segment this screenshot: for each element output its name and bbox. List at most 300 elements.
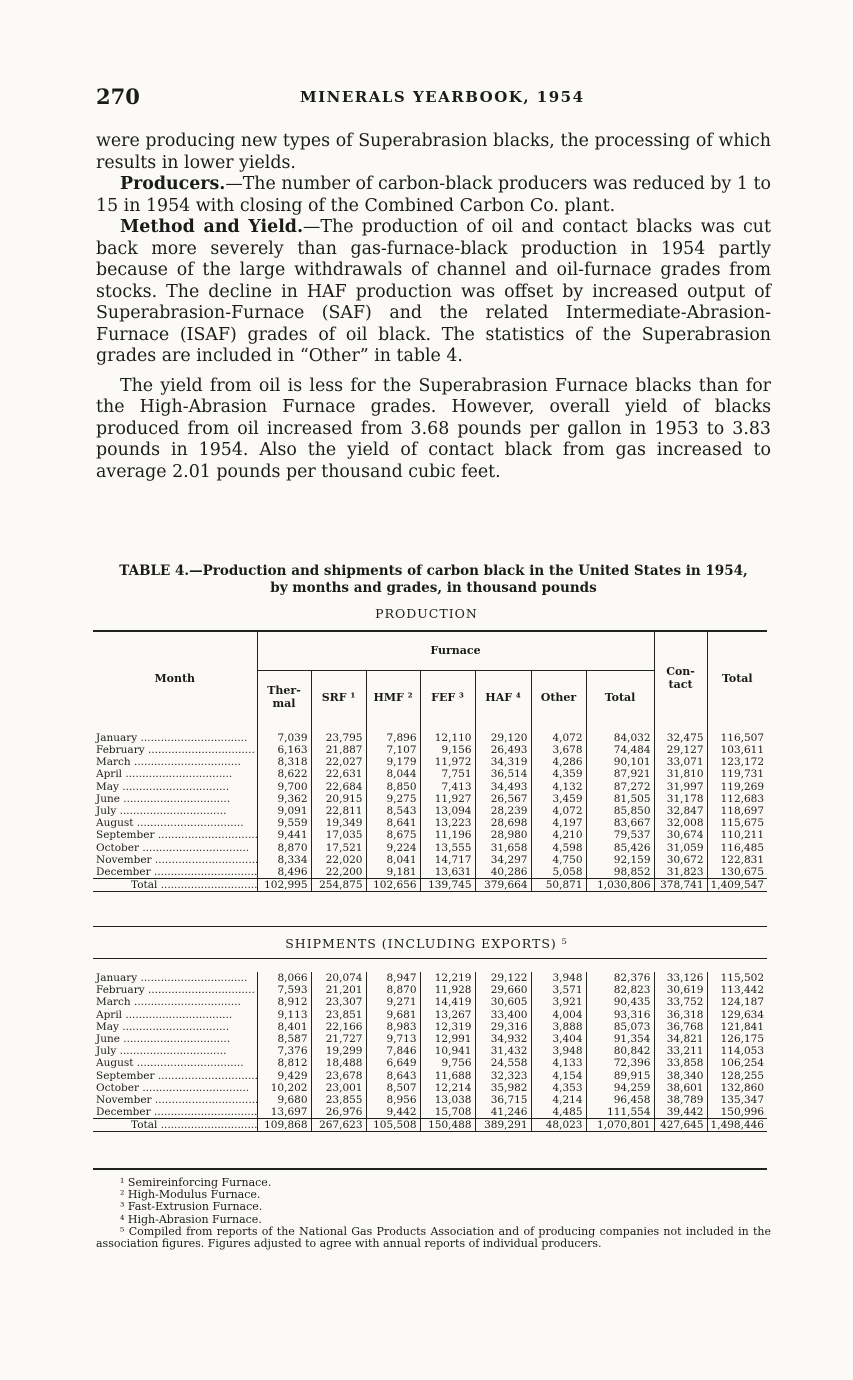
production-cell-other: 4,072	[531, 805, 586, 817]
shipment-cell-contact: 36,318	[654, 1009, 707, 1021]
footnote-5: ⁵ Compiled from reports of the National Gas Products Association and of producing companies not included in the association figures. Figures adjusted to agree with annual reports of individual producers.	[96, 1224, 771, 1251]
shipment-cell-other: 4,485	[531, 1106, 586, 1119]
production-cell-thermal: 9,091	[257, 805, 311, 817]
production-total-row	[93, 878, 767, 891]
production-cell-hmf: 8,850	[366, 781, 420, 793]
shipment-row	[93, 1009, 767, 1021]
production-row	[93, 866, 767, 879]
production-cell-month: August .....	[93, 817, 257, 829]
production-cell-fef: 9,156	[420, 744, 475, 756]
caption-line-2: by months and grades, in thousand pounds	[270, 580, 597, 596]
production-cell-srf: 20,915	[311, 793, 366, 805]
production-cell-fef: 13,631	[420, 866, 475, 879]
production-cell-contact: 31,810	[654, 768, 707, 780]
shipment-cell-fef: 11,688	[420, 1070, 475, 1082]
col-contact: Con-tact	[654, 632, 707, 724]
shipment-cell-hmf: 8,983	[366, 1021, 420, 1033]
running-header: MINERALS YEARBOOK, 1954	[300, 88, 585, 106]
production-cell-contact: 33,071	[654, 756, 707, 768]
production-cell-hmf: 7,107	[366, 744, 420, 756]
method-text: —The production of oil and contact blacks was cut back more severely than gas-furnace-black production in 1954 partly because of the large withdrawals of channel and oil-furnace grades from stocks. The decline in HAF production was offset by increased output of Superabrasion-Furnace (SAF) and the related Intermediate-Abrasion-Furnace (ISAF) grades of oil black. The statistics of the Superabrasion grades are included in “Other” in table 4.	[96, 217, 771, 366]
footnote-1: ¹ Semireinforcing Furnace.	[120, 1176, 272, 1189]
production-cell-grand-total: 116,485	[707, 842, 767, 854]
production-row	[93, 805, 767, 817]
production-total-month: Total .....	[93, 878, 257, 891]
production-cell-fef: 11,927	[420, 793, 475, 805]
shipment-total-haf: 389,291	[475, 1119, 531, 1132]
shipment-cell-haf: 29,660	[475, 984, 531, 996]
production-cell-month: May .....	[93, 781, 257, 793]
shipment-cell-furnace-total: 80,842	[586, 1045, 654, 1057]
paragraph-method	[96, 217, 771, 368]
production-cell-srf: 22,200	[311, 866, 366, 879]
production-bottom-rule	[93, 926, 767, 927]
shipment-cell-fef: 10,941	[420, 1045, 475, 1057]
shipment-cell-haf: 32,323	[475, 1070, 531, 1082]
production-cell-contact: 31,997	[654, 781, 707, 793]
production-cell-fef: 11,972	[420, 756, 475, 768]
shipment-cell-furnace-total: 82,823	[586, 984, 654, 996]
production-total-furnace-total: 1,030,806	[586, 878, 654, 891]
production-cell-furnace-total: 98,852	[586, 866, 654, 879]
shipment-total-month: Total .....	[93, 1119, 257, 1132]
shipment-cell-contact: 34,821	[654, 1033, 707, 1045]
shipment-cell-haf: 30,605	[475, 996, 531, 1008]
production-cell-haf: 28,239	[475, 805, 531, 817]
production-cell-month: July .....	[93, 805, 257, 817]
production-cell-contact: 30,672	[654, 854, 707, 866]
production-cell-grand-total: 110,211	[707, 829, 767, 841]
shipment-cell-fef: 15,708	[420, 1106, 475, 1119]
shipment-cell-hmf: 8,643	[366, 1070, 420, 1082]
caption-line-1: TABLE 4.—Production and shipments of carbon black in the United States in 1954,	[119, 563, 748, 579]
shipment-cell-furnace-total: 89,915	[586, 1070, 654, 1082]
shipment-cell-grand-total: 150,996	[707, 1106, 767, 1119]
shipment-cell-srf: 21,201	[311, 984, 366, 996]
production-row	[93, 744, 767, 756]
shipment-cell-other: 4,154	[531, 1070, 586, 1082]
paragraph-1: were producing new types of Superabrasion blacks, the processing of which results in lower yields.	[96, 131, 771, 173]
production-row	[93, 854, 767, 866]
shipment-cell-thermal: 8,066	[257, 972, 311, 984]
shipment-cell-srf: 22,166	[311, 1021, 366, 1033]
shipment-cell-furnace-total: 72,396	[586, 1057, 654, 1069]
shipment-cell-fef: 12,219	[420, 972, 475, 984]
shipment-cell-month: May .....	[93, 1021, 257, 1033]
shipment-cell-thermal: 9,113	[257, 1009, 311, 1021]
production-cell-thermal: 9,441	[257, 829, 311, 841]
shipment-total-thermal: 109,868	[257, 1119, 311, 1132]
shipment-cell-haf: 35,982	[475, 1082, 531, 1094]
shipment-cell-hmf: 9,713	[366, 1033, 420, 1045]
shipment-total-row	[93, 1119, 767, 1132]
shipment-cell-other: 3,921	[531, 996, 586, 1008]
shipments-top-rule	[93, 958, 767, 959]
production-cell-haf: 28,698	[475, 817, 531, 829]
shipments-table	[93, 972, 767, 1132]
shipment-cell-other: 3,948	[531, 972, 586, 984]
production-cell-fef: 12,110	[420, 724, 475, 744]
production-row	[93, 781, 767, 793]
production-cell-thermal: 9,559	[257, 817, 311, 829]
shipment-cell-hmf: 9,271	[366, 996, 420, 1008]
shipment-cell-grand-total: 126,175	[707, 1033, 767, 1045]
paragraph-producers	[96, 174, 771, 217]
production-row	[93, 768, 767, 780]
shipment-cell-month: August .....	[93, 1057, 257, 1069]
production-cell-srf: 22,027	[311, 756, 366, 768]
shipment-cell-grand-total: 121,841	[707, 1021, 767, 1033]
shipment-cell-furnace-total: 85,073	[586, 1021, 654, 1033]
production-cell-other: 4,598	[531, 842, 586, 854]
col-srf: SRF ¹	[311, 670, 366, 724]
production-cell-contact: 29,127	[654, 744, 707, 756]
shipment-cell-thermal: 7,593	[257, 984, 311, 996]
shipment-total-hmf: 105,508	[366, 1119, 420, 1132]
shipment-cell-month: July .....	[93, 1045, 257, 1057]
production-row	[93, 793, 767, 805]
shipment-row	[93, 984, 767, 996]
production-cell-month: January .....	[93, 724, 257, 744]
shipment-total-fef: 150,488	[420, 1119, 475, 1132]
production-cell-thermal: 9,362	[257, 793, 311, 805]
production-cell-srf: 17,521	[311, 842, 366, 854]
production-cell-contact: 32,475	[654, 724, 707, 744]
production-cell-haf: 36,514	[475, 768, 531, 780]
shipment-row	[93, 1021, 767, 1033]
shipment-cell-furnace-total: 90,435	[586, 996, 654, 1008]
production-cell-hmf: 8,675	[366, 829, 420, 841]
production-cell-grand-total: 118,697	[707, 805, 767, 817]
shipment-cell-grand-total: 106,254	[707, 1057, 767, 1069]
production-cell-other: 4,750	[531, 854, 586, 866]
production-cell-fef: 14,717	[420, 854, 475, 866]
shipment-cell-fef: 12,214	[420, 1082, 475, 1094]
shipment-cell-haf: 41,246	[475, 1106, 531, 1119]
shipment-total-other: 48,023	[531, 1119, 586, 1132]
production-cell-furnace-total: 79,537	[586, 829, 654, 841]
shipment-cell-thermal: 9,429	[257, 1070, 311, 1082]
production-cell-contact: 32,008	[654, 817, 707, 829]
shipment-cell-other: 3,888	[531, 1021, 586, 1033]
production-total-other: 50,871	[531, 878, 586, 891]
col-haf: HAF ⁴	[475, 670, 531, 724]
shipment-cell-thermal: 8,587	[257, 1033, 311, 1045]
production-cell-other: 5,058	[531, 866, 586, 879]
footnote-2: ² High-Modulus Furnace.	[120, 1188, 261, 1202]
production-total-fef: 139,745	[420, 878, 475, 891]
shipment-cell-grand-total: 128,255	[707, 1070, 767, 1082]
shipment-cell-fef: 13,038	[420, 1094, 475, 1106]
production-cell-hmf: 8,641	[366, 817, 420, 829]
footnotes	[96, 1177, 771, 1250]
shipment-cell-grand-total: 129,634	[707, 1009, 767, 1021]
shipment-cell-haf: 31,432	[475, 1045, 531, 1057]
production-cell-srf: 21,887	[311, 744, 366, 756]
production-cell-other: 4,286	[531, 756, 586, 768]
production-cell-other: 4,132	[531, 781, 586, 793]
col-fef: FEF ³	[420, 670, 475, 724]
shipment-cell-grand-total: 113,442	[707, 984, 767, 996]
production-cell-thermal: 7,039	[257, 724, 311, 744]
shipment-cell-srf: 23,855	[311, 1094, 366, 1106]
shipment-row	[93, 1033, 767, 1045]
shipment-total-furnace-total: 1,070,801	[586, 1119, 654, 1132]
production-cell-other: 3,678	[531, 744, 586, 756]
production-total-srf: 254,875	[311, 878, 366, 891]
production-cell-haf: 34,297	[475, 854, 531, 866]
producers-text: —The number of carbon-black producers was reduced by 1 to 15 in 1954 with closing of the Combined Carbon Co. plant.	[96, 174, 771, 216]
production-cell-hmf: 9,224	[366, 842, 420, 854]
shipment-cell-haf: 33,400	[475, 1009, 531, 1021]
shipment-cell-srf: 21,727	[311, 1033, 366, 1045]
shipment-cell-contact: 38,789	[654, 1094, 707, 1106]
production-cell-grand-total: 103,611	[707, 744, 767, 756]
production-cell-thermal: 6,163	[257, 744, 311, 756]
shipment-cell-month: January .....	[93, 972, 257, 984]
production-label: PRODUCTION	[375, 606, 478, 621]
shipment-cell-grand-total: 124,187	[707, 996, 767, 1008]
shipment-row	[93, 972, 767, 984]
shipment-cell-thermal: 13,697	[257, 1106, 311, 1119]
production-cell-hmf: 9,181	[366, 866, 420, 879]
shipment-cell-hmf: 8,947	[366, 972, 420, 984]
shipment-row	[93, 1045, 767, 1057]
col-other: Other	[531, 670, 586, 724]
col-furnace-total: Total	[586, 670, 654, 724]
production-cell-furnace-total: 87,921	[586, 768, 654, 780]
shipment-cell-haf: 36,715	[475, 1094, 531, 1106]
shipment-cell-haf: 34,932	[475, 1033, 531, 1045]
production-cell-srf: 23,795	[311, 724, 366, 744]
shipment-row	[93, 996, 767, 1008]
shipment-cell-srf: 23,001	[311, 1082, 366, 1094]
shipment-cell-grand-total: 132,860	[707, 1082, 767, 1094]
shipment-cell-other: 4,004	[531, 1009, 586, 1021]
shipment-cell-contact: 36,768	[654, 1021, 707, 1033]
production-cell-fef: 7,751	[420, 768, 475, 780]
production-cell-hmf: 8,543	[366, 805, 420, 817]
shipment-cell-furnace-total: 96,458	[586, 1094, 654, 1106]
production-table	[93, 632, 767, 892]
production-cell-thermal: 9,700	[257, 781, 311, 793]
col-thermal: Ther-mal	[257, 670, 311, 724]
production-total-hmf: 102,656	[366, 878, 420, 891]
shipment-cell-other: 3,404	[531, 1033, 586, 1045]
shipment-cell-furnace-total: 93,316	[586, 1009, 654, 1021]
production-row	[93, 724, 767, 744]
production-cell-month: March .....	[93, 756, 257, 768]
shipment-row	[93, 1106, 767, 1119]
shipment-cell-contact: 33,211	[654, 1045, 707, 1057]
production-cell-furnace-total: 74,484	[586, 744, 654, 756]
shipment-total-contact: 427,645	[654, 1119, 707, 1132]
shipment-cell-other: 3,948	[531, 1045, 586, 1057]
shipment-cell-month: June .....	[93, 1033, 257, 1045]
production-cell-furnace-total: 90,101	[586, 756, 654, 768]
production-cell-furnace-total: 84,032	[586, 724, 654, 744]
table-bottom-rule	[93, 1168, 767, 1170]
shipment-cell-haf: 29,122	[475, 972, 531, 984]
shipment-cell-month: April .....	[93, 1009, 257, 1021]
table-caption	[96, 563, 771, 597]
production-cell-thermal: 8,334	[257, 854, 311, 866]
production-row	[93, 817, 767, 829]
method-heading: Method and Yield.	[120, 217, 304, 237]
col-hmf: HMF ²	[366, 670, 420, 724]
production-cell-grand-total: 130,675	[707, 866, 767, 879]
shipments-label: SHIPMENTS (INCLUDING EXPORTS) ⁵	[285, 936, 568, 951]
production-cell-furnace-total: 83,667	[586, 817, 654, 829]
production-cell-srf: 22,020	[311, 854, 366, 866]
production-row	[93, 829, 767, 841]
production-cell-other: 3,459	[531, 793, 586, 805]
production-cell-grand-total: 123,172	[707, 756, 767, 768]
body-text	[96, 131, 771, 483]
production-cell-fef: 13,223	[420, 817, 475, 829]
shipment-cell-hmf: 6,649	[366, 1057, 420, 1069]
production-cell-fef: 13,094	[420, 805, 475, 817]
col-grand-total: Total	[707, 632, 767, 724]
production-cell-srf: 22,684	[311, 781, 366, 793]
production-cell-haf: 26,567	[475, 793, 531, 805]
shipment-cell-fef: 13,267	[420, 1009, 475, 1021]
shipment-cell-month: October .....	[93, 1082, 257, 1094]
shipment-cell-srf: 23,851	[311, 1009, 366, 1021]
footnote-3: ³ Fast-Extrusion Furnace.	[120, 1200, 263, 1214]
production-cell-month: June .....	[93, 793, 257, 805]
shipment-cell-furnace-total: 91,354	[586, 1033, 654, 1045]
shipment-cell-other: 4,353	[531, 1082, 586, 1094]
shipment-cell-thermal: 8,812	[257, 1057, 311, 1069]
production-cell-haf: 34,493	[475, 781, 531, 793]
production-cell-grand-total: 116,507	[707, 724, 767, 744]
shipment-row	[93, 1070, 767, 1082]
production-cell-haf: 28,980	[475, 829, 531, 841]
shipment-cell-haf: 29,316	[475, 1021, 531, 1033]
production-cell-srf: 22,631	[311, 768, 366, 780]
shipment-cell-fef: 12,319	[420, 1021, 475, 1033]
production-cell-furnace-total: 81,505	[586, 793, 654, 805]
shipment-total-srf: 267,623	[311, 1119, 366, 1132]
production-row	[93, 756, 767, 768]
production-cell-month: October .....	[93, 842, 257, 854]
shipment-cell-grand-total: 115,502	[707, 972, 767, 984]
col-month: Month	[154, 671, 196, 685]
shipment-cell-month: February .....	[93, 984, 257, 996]
production-cell-other: 4,210	[531, 829, 586, 841]
shipment-cell-thermal: 7,376	[257, 1045, 311, 1057]
production-cell-thermal: 8,318	[257, 756, 311, 768]
production-cell-haf: 31,658	[475, 842, 531, 854]
production-cell-other: 4,072	[531, 724, 586, 744]
shipment-cell-fef: 9,756	[420, 1057, 475, 1069]
production-cell-month: April .....	[93, 768, 257, 780]
shipment-cell-fef: 11,928	[420, 984, 475, 996]
production-cell-contact: 30,674	[654, 829, 707, 841]
production-cell-grand-total: 122,831	[707, 854, 767, 866]
production-cell-contact: 31,178	[654, 793, 707, 805]
production-cell-contact: 32,847	[654, 805, 707, 817]
production-total-grand-total: 1,409,547	[707, 878, 767, 891]
production-cell-furnace-total: 85,850	[586, 805, 654, 817]
col-furnace: Furnace	[257, 632, 654, 670]
shipment-cell-furnace-total: 94,259	[586, 1082, 654, 1094]
production-cell-grand-total: 115,675	[707, 817, 767, 829]
shipment-cell-month: December .....	[93, 1106, 257, 1119]
production-cell-month: December .....	[93, 866, 257, 879]
production-cell-fef: 11,196	[420, 829, 475, 841]
shipment-cell-grand-total: 114,053	[707, 1045, 767, 1057]
shipment-cell-contact: 30,619	[654, 984, 707, 996]
shipment-cell-other: 4,133	[531, 1057, 586, 1069]
production-cell-furnace-total: 87,272	[586, 781, 654, 793]
shipment-cell-other: 3,571	[531, 984, 586, 996]
shipment-cell-thermal: 8,401	[257, 1021, 311, 1033]
production-cell-month: September .....	[93, 829, 257, 841]
production-cell-other: 4,359	[531, 768, 586, 780]
shipment-cell-srf: 23,678	[311, 1070, 366, 1082]
shipment-total-grand-total: 1,498,446	[707, 1119, 767, 1132]
production-cell-grand-total: 119,731	[707, 768, 767, 780]
shipment-cell-contact: 38,340	[654, 1070, 707, 1082]
shipment-cell-month: March .....	[93, 996, 257, 1008]
production-cell-hmf: 9,275	[366, 793, 420, 805]
producers-heading: Producers.	[120, 174, 226, 194]
shipment-cell-grand-total: 135,347	[707, 1094, 767, 1106]
production-cell-haf: 29,120	[475, 724, 531, 744]
shipment-row	[93, 1082, 767, 1094]
shipment-cell-contact: 38,601	[654, 1082, 707, 1094]
production-cell-hmf: 8,044	[366, 768, 420, 780]
shipment-cell-furnace-total: 82,376	[586, 972, 654, 984]
production-cell-srf: 19,349	[311, 817, 366, 829]
production-cell-grand-total: 119,269	[707, 781, 767, 793]
production-cell-fef: 13,555	[420, 842, 475, 854]
shipment-row	[93, 1057, 767, 1069]
production-cell-month: November .....	[93, 854, 257, 866]
shipment-cell-srf: 18,488	[311, 1057, 366, 1069]
production-cell-haf: 26,493	[475, 744, 531, 756]
production-cell-furnace-total: 92,159	[586, 854, 654, 866]
production-total-haf: 379,664	[475, 878, 531, 891]
shipment-row	[93, 1094, 767, 1106]
shipment-cell-month: September .....	[93, 1070, 257, 1082]
production-cell-furnace-total: 85,426	[586, 842, 654, 854]
shipment-cell-thermal: 9,680	[257, 1094, 311, 1106]
production-cell-haf: 40,286	[475, 866, 531, 879]
shipment-cell-hmf: 8,870	[366, 984, 420, 996]
page-number: 270	[96, 84, 140, 109]
shipment-cell-contact: 39,442	[654, 1106, 707, 1119]
shipment-cell-srf: 20,074	[311, 972, 366, 984]
shipment-cell-other: 4,214	[531, 1094, 586, 1106]
shipment-cell-fef: 14,419	[420, 996, 475, 1008]
shipment-cell-contact: 33,752	[654, 996, 707, 1008]
shipment-cell-haf: 24,558	[475, 1057, 531, 1069]
shipment-cell-thermal: 10,202	[257, 1082, 311, 1094]
production-cell-hmf: 9,179	[366, 756, 420, 768]
production-cell-grand-total: 112,683	[707, 793, 767, 805]
shipment-cell-month: November .....	[93, 1094, 257, 1106]
shipment-cell-furnace-total: 111,554	[586, 1106, 654, 1119]
production-cell-contact: 31,823	[654, 866, 707, 879]
shipment-cell-hmf: 9,681	[366, 1009, 420, 1021]
shipment-cell-srf: 19,299	[311, 1045, 366, 1057]
production-cell-hmf: 7,896	[366, 724, 420, 744]
production-total-contact: 378,741	[654, 878, 707, 891]
production-cell-haf: 34,319	[475, 756, 531, 768]
